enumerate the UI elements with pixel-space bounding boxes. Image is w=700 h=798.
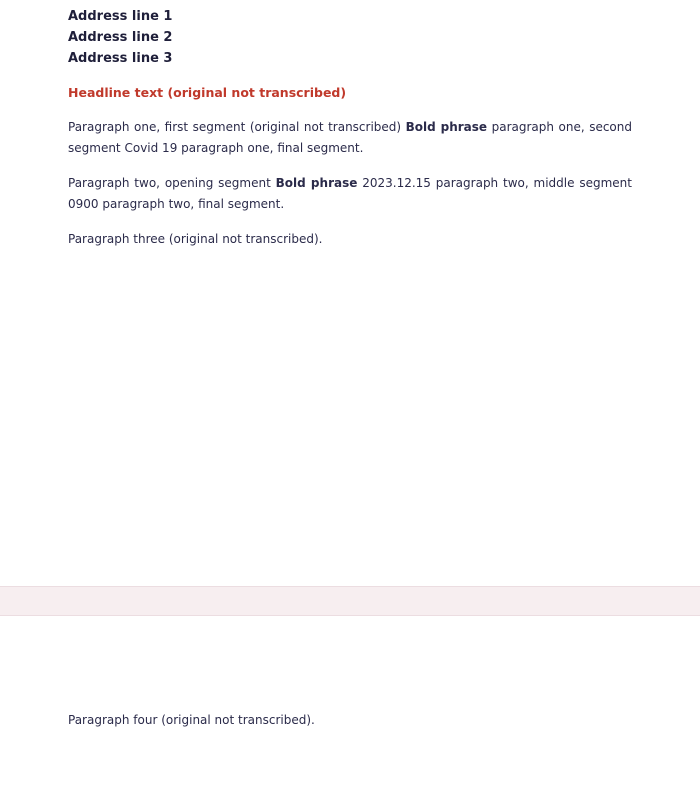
paragraph-2-text-c: paragraph two, final segment.: [102, 197, 285, 211]
paragraph-2-date: 2023.12.15: [362, 176, 431, 190]
address-line-1: Address line 1: [68, 9, 173, 24]
paragraph-1-text-b: paragraph one, second segment: [68, 120, 632, 155]
document-headline: Headline text (original not transcribed): [68, 85, 347, 100]
page-separator: [0, 586, 700, 616]
paragraph-4: Paragraph four (original not transcribed).: [68, 713, 315, 727]
paragraph-2-text-a: Paragraph two, opening segment: [68, 176, 271, 190]
paragraph-1: [68, 117, 632, 159]
paragraph-2: [68, 173, 632, 215]
paragraph-2-bold-phrase: Bold phrase: [275, 176, 358, 190]
paragraph-1-text-c: paragraph one, final segment.: [181, 141, 364, 155]
paragraph-3: Paragraph three (original not transcribed).: [68, 232, 323, 246]
paragraph-1-bold-phrase: Bold phrase: [405, 120, 488, 134]
document-page-2: [0, 616, 700, 798]
paragraph-2-time: 0900: [68, 197, 99, 211]
paragraph-1-text-a: Paragraph one, first segment (original not transcribed): [68, 120, 402, 134]
paragraph-2-text-b: paragraph two, middle segment: [435, 176, 632, 190]
address-line-2: Address line 2: [68, 30, 173, 45]
paragraph-1-covid: Covid 19: [124, 141, 178, 155]
recipient-address: [68, 6, 632, 69]
address-line-3: Address line 3: [68, 51, 173, 66]
